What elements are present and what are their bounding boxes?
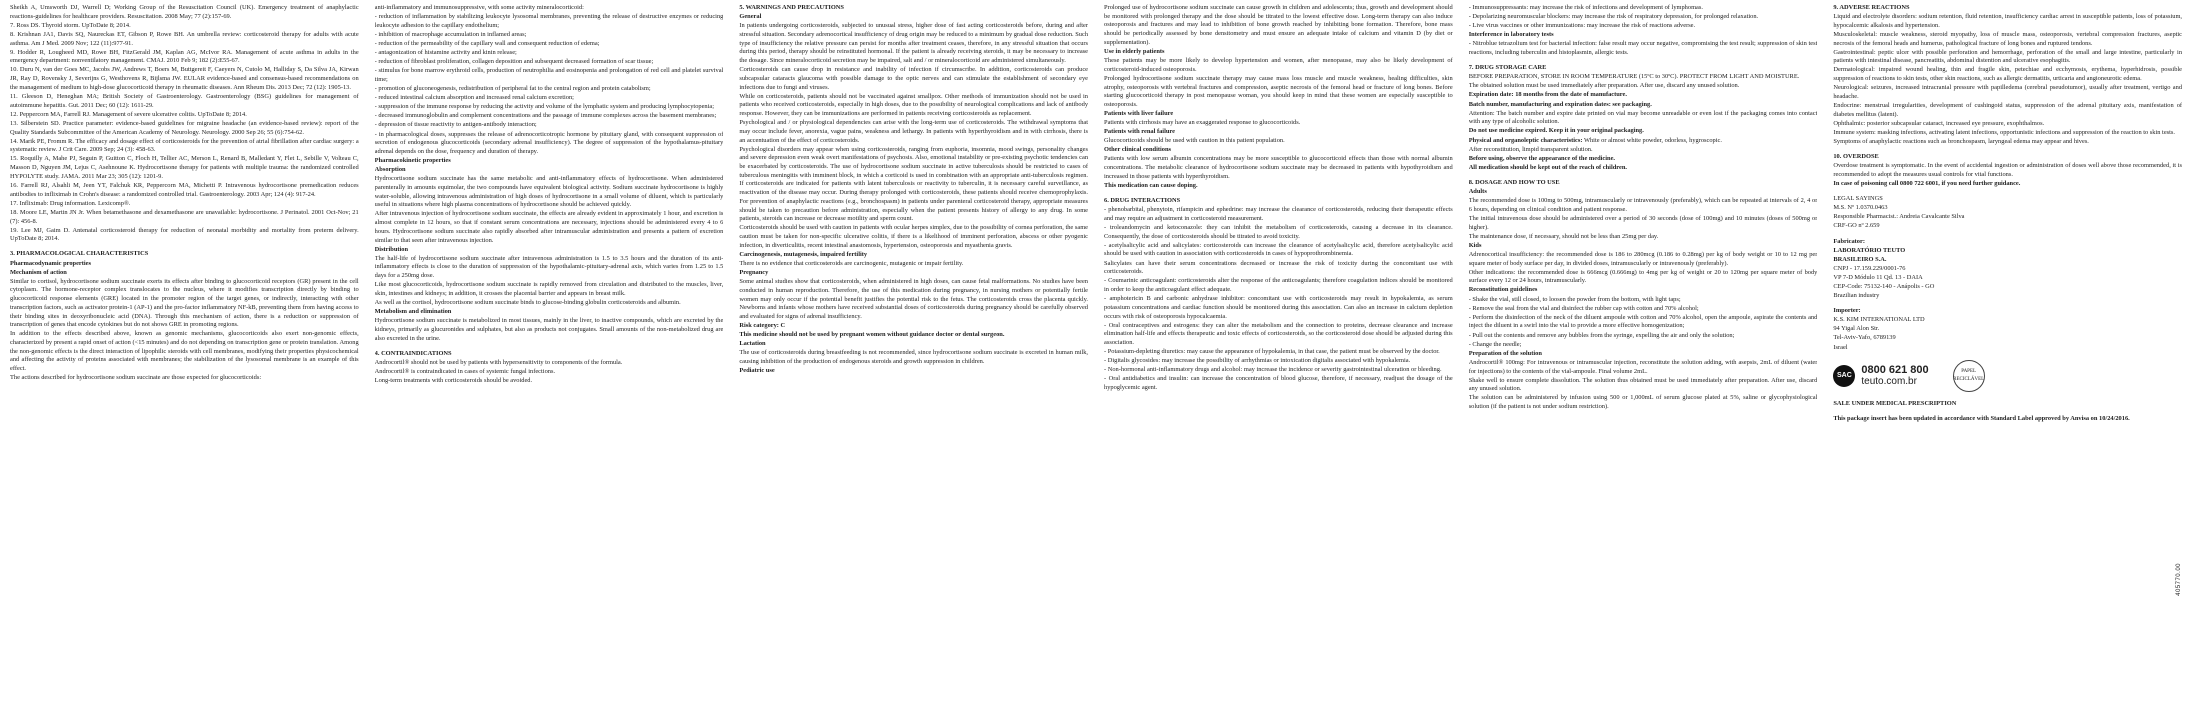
section-heading-pharmacological: 3. PHARMACOLOGICAL CHARACTERISTICS <box>10 250 149 258</box>
sac-logo-icon: SAC <box>1833 365 1855 387</box>
list-item: - promotion of gluconeogenesis, redistribution of peripheral fat to the central region and protein catabolism; <box>374 85 651 93</box>
reference: 18. Moore LE, Martin JN Jr. When betamethasone and dexamethasone are unavailable: hydrocortisone. J Perinatol. 2001 Oct-Nov; 21 (7): 456-8. <box>10 208 359 225</box>
reference: 8. Krishnan JA1, Davis SQ, Naureckas ET, Gibson P, Rowe BH. An umbrella review: corticosteroid therapy for adults with acute asthma. Am J Med. 2009 Nov; 122 (11):977-91. <box>10 30 359 47</box>
subheading: Metabolism and elimination <box>374 308 452 316</box>
paragraph: After reconstitution, limpid transparent solution. <box>1468 145 1593 153</box>
fabricator-line: Brazilian industry <box>1833 292 1880 300</box>
reference: 12. Peppercorn MA, Farrell RJ. Management of severe ulcerative colitis. UpToDate 8; 2014. <box>10 110 247 118</box>
list-item: - depression of tissue reactivity to antigen-antibody interaction; <box>374 121 537 129</box>
list-item: Ophthalmic: posterior subcapsular cataract, increased eye pressure, exophthalmos. <box>1833 119 2045 127</box>
subheading: Adults <box>1468 188 1487 195</box>
sac-website: teuto.com.br <box>1861 376 1917 388</box>
paragraph: Psychological disorders may appear when using corticosteroids, ranging from euphoria, insomnia, mood swings, personality changes and severe depression even weak overt manifestations of psychosis. Also, emotional instability or pre-existing psychotic tendencies can be exacerbated by corticosteroids. The use of hydrocortisone sodium succinate in active tuberculosis should be restricted to cases of tuberculous meningitis with imminent block, in which a corticoid is used in combination with an appropriate anti-tuberculosis regimen. If corticosteroids are indicated for patients with latent tuberculosis or reactivity to tuberculin, it is necessary careful surveillance, as reactivation of the disease may occur. During therapy prolonged with corticosteroids, these patients should receive chemoprophylaxis. For prevention of anaphylactic reactions (e.g., bronchospasm) in patients under parenteral corticosteroid therapy, appropriate measures should be taken to precaution before administration, especially when the patient presents history of allergy to any drug. In some patients, steroids can increase or decrease motility and sperm count. <box>739 145 1089 223</box>
paragraph: As well as the cortisol, hydrocortisone sodium succinate binds to glucose-binding globulin corticosteroids and albumin. <box>374 299 681 307</box>
subheading: Mechanism of action <box>10 268 67 276</box>
section-heading-dosage: 8. DOSAGE AND HOW TO USE <box>1468 178 1560 186</box>
fabricator-line: VP 7-D Módulo 11 Qd. 13 - DAIA <box>1833 273 1923 281</box>
subheading: Patients with renal failure <box>1104 128 1175 136</box>
importer-line: K.S. KIM INTERNATIONAL LTD <box>1833 316 1925 324</box>
fabricator-line: CNPJ - 17.159.229/0001-76 <box>1833 264 1906 272</box>
paragraph: Shake well to ensure complete dissolution. The solution thus obtained must be used immediately after preparation. After use, discard any unused solution. <box>1468 376 1818 393</box>
reference: 19. Lee MJ, Gaim D. Antenatal corticosteroid therapy for reduction of neonatal morbidity and mortality from preterm delivery. UpToDate 8; 2014. <box>10 226 359 243</box>
list-item: - reduced intestinal calcium absorption and increased renal calcium excretion; <box>374 94 574 102</box>
subheading: Pharmacokinetic properties <box>374 157 451 165</box>
subheading: Kids <box>1468 241 1482 249</box>
paragraph: There is no evidence that corticosteroids are carcinogenic, mutagenic or impair fertility. <box>739 259 964 267</box>
warning: Before using, observe the appearance of the medicine. <box>1468 154 1616 162</box>
reference: 11. Gleeson D, Heneghan MA; British Society of Gastroenterology. Gastroenterology (BSG) guidelines for management of autoimmune hepatitis. Gut. 2011 Dec; 60 (12): 1611-29. <box>10 92 359 109</box>
importer-line: Tel-Aviv-Yafo, 6789139 <box>1833 334 1896 342</box>
poison-hotline: In case of poisoning call 0800 722 6001, if you need further guidance. <box>1833 180 2021 188</box>
physical-desc: White or almost white powder, odorless, hygroscopic. <box>1583 136 1722 144</box>
paragraph: After intravenous injection of hydrocortisone sodium succinate, the effects are already evident in approximately 1 hour, and excretion is almost complete in 12 hours, so that if constant serum concentrations are necessary, injections should be administered every 4 to 6 hours. Hydrocortisone sodium succinate also rapidly absorbed after intramuscular administration and presents a pattern of excretion similar to that seen after intravenous injection. <box>374 210 724 244</box>
document-code: 405770.00 <box>2176 563 2182 596</box>
paragraph: Prolonged hydrocortisone sodium succinate therapy may cause mass loss muscle and muscle weakness, healing difficulties, skin atrophy, osteoporosis with vertebral fractures and compression, aseptic necrosis of the femoral head or fracture of long bones. Before starting glucocorticoid therapy in post menopause woman, you should keep in mind that these women are especially susceptible to osteoporosis. <box>1104 74 1453 108</box>
paragraph: Androcortil® should not be used by patients with hypersensitivity to components of the formula. <box>374 358 623 366</box>
registration: M.S. Nº 1.0370.0463 <box>1833 204 1888 212</box>
paragraph: Hydrocortisone sodium succinate is metabolized in most tissues, mainly in the liver, to inactive compounds, which are excreted by the kidneys, primarily as glucuronides and sulphates, but also as products not conjugates. Small amounts of the non-metabolized drug are also excreted in the urine. <box>374 317 724 342</box>
importer-line: Israel <box>1833 343 1848 351</box>
list-item: - Depolarizing neuromuscular blockers: may increase the risk of respiratory depression, for prolonged relaxation. <box>1468 13 1759 21</box>
update-notice: This package insert has been updated in accordance with Standard Label approved by Anvisa on 10/24/2016. <box>1833 415 2130 423</box>
column-storage-dosage <box>1469 4 1818 716</box>
pregnancy-warning: This medicine should not be used by pregnant women without guidance doctor or dental surgeon. <box>739 331 1005 339</box>
risk-category: Risk category: C <box>739 322 786 329</box>
list-item: - Coumarinic anticoagulant: corticosteroids alter the response of the anticoagulants; therefore coagulation indices should be monitored in order to keep the anticoagulant effect adequate. <box>1104 277 1453 294</box>
list-item: - Digitalis glycosides: may increase the possibility of arrhythmias or intoxication digitalis associated with hypokalemia. <box>1104 357 1411 365</box>
list-item: - phenobarbital, phenytoin, rifampicin and ephedrine: may increase the clearance of corticosteroids, reducing their therapeutic effects and may require an adjustment in corticosteroid measurement. <box>1104 206 1453 222</box>
paragraph: These patients may be more likely to develop hypertension and women, after menopause, may also be likely development of corticosteroid-induced osteoporosis. <box>1104 57 1453 73</box>
list-item: - Potassium-depleting diuretics: may cause the appearance of hypokalemia, in that case, the patient must be observed by the doctor. <box>1104 348 1440 356</box>
list-item: - Remove the seal from the vial and disinfect the rubber cap with cotton and 70% alcohol; <box>1468 304 1699 312</box>
list-item: Symptoms of anaphylactic reactions such as bronchospasm, laryngeal edema may appear and hives. <box>1833 138 2089 146</box>
subheading: Reconstitution guidelines <box>1468 286 1538 294</box>
paragraph: Androcortil® 100mg: For intravenous or intramuscular injection, reconstitute the solution adding, with asepsis, 2mL of diluent (water for injections) to the contents of the vial-ampoule. Final volume 2mL. <box>1468 358 1818 375</box>
list-item: - antagonization of histamine activity and kinin release; <box>374 49 517 57</box>
list-item: - Pull out the contents and remove any bubbles from the syringe, expelling the air and only the solution; <box>1468 331 1735 339</box>
list-item: - Shake the vial, still closed, to loosen the powder from the bottom, with light taps; <box>1468 295 1681 303</box>
paragraph: The use of corticosteroids during breastfeeding is not recommended, since hydrocortisone sodium succinate is excreted in human milk, causing inhibition of the production of endogenous steroids and growth suppression in children. <box>739 349 1089 365</box>
paragraph: The solution can be administered by infusion using 500 or 1,000mL of serum glucose plated at 5%, saline or glycophysiological solution (if the patient is not under sodium restriction). <box>1468 394 1818 411</box>
column-adverse-legal <box>1833 4 2182 716</box>
list-item: - Oral contraceptives and estrogens: they can alter the metabolism and the connection to proteins, decrease clearance and increase elimination half-life and effects therapeutic and toxic effects of corticosteroids, so the corticosteroid dose should be adjusted during this association. <box>1104 321 1453 347</box>
paragraph: Glucocorticoids should be used with caution in this patient population. <box>1104 137 1285 145</box>
fabricator-name: LABORATÓRIO TEUTO <box>1833 246 1906 254</box>
paragraph: Some animal studies show that corticosteroids, when administered in high doses, can cause fetal malformations. No studies have been conducted in human reproduction. Therefore, the use of this medication during pregnancy, in nursing mothers or potentially fertile women may only occur if the potential benefit justifies the potential risk to the fetus. The corticosteroids cross the placenta quickly. Newborns and infants whose mothers have received substantial doses of corticosteroids during pregnancy should be carefully observed and evaluated for signs of adrenal insufficiency. <box>739 278 1089 320</box>
list-item: - stimulus for bone marrow erythroid cells, production of neutrophilia and eosinopenia and prolongation of red cell and platelet survival time; <box>374 67 724 83</box>
fabricator-line: CEP-Code: 75132-140 - Anápolis - GO <box>1833 282 1935 290</box>
paragraph: Hydrocortisone sodium succinate has the same metabolic and anti-inflammatory effects of hydrocortisone. When administered parenterally in amounts equimolar, the two compounds have equivalent biological activity. Sodium succinate hydrocortisone is highly water-soluble, allowing intravenous administration of high doses of hydrocortisone in a small volume of diluent, which is particularly useful in situations where high plasma concentrations of hydrocortisone should be achieved quickly. <box>374 175 724 209</box>
reference: 17. Infliximab: Drug information. Lexicomp®. <box>10 199 131 207</box>
importer-label: Importer: <box>1833 307 1861 315</box>
paragraph: In addition to the effects described above, known as genomic mechanisms, glucocorticoids also exert non-genomic effects, characterized by present a rapid onset of action (<15 minutes) and do not depending on transcription gene or protein translation. Among the non-genomic effects is the direct interaction of lipophilic steroids with cell membranes, modifying their properties physicochemical and affecting the activity of proteins associated with membranes; the stabilization of the lysosomal membrane is an example of this effect. <box>10 330 359 373</box>
importer-line: 94 Yigal Alon Str. <box>1833 325 1880 333</box>
reference: 14. Marik PE, Fromm R. The efficacy and dosage effect of corticosteroids for the prevention of atrial fibrillation after cardiac surgery: a systematic review. J Crit Care. 2009 Sep; 24 (3): 458-63. <box>10 137 359 154</box>
list-item: - reduction of the permeability of the capillary wall and consequent reduction of edema; <box>374 39 600 47</box>
subheading: Absorption <box>374 166 406 174</box>
list-item: Gastrointestinal: peptic ulcer with possible perforation and hemorrhage, perforation of the small and large intestine, particularly in patients with intestinal disease, pancreatitis, abdominal distention and ulcerative esophagitis. <box>1833 48 2183 65</box>
paragraph: Patients with low serum albumin concentrations may be more susceptible to glucocorticoid effects than those with normal albumin concentrations. The metabolic clearance of hydrocortisone sodium succinate may be decreased in patients with hypothyroidism and increased in those patients with hyperthyroidism. <box>1104 155 1453 180</box>
paragraph: The actions described for hydrocortisone sodium succinate are those expected for glucocorticoids: <box>10 374 262 382</box>
reference: 15. Roquilly A, Mahe PJ, Seguin P, Guitton C, Floch H, Tellier AC, Merson L, Renard B, Malledant Y, Flet L, Sebille V, Volteau C, Masson D, Nguyen JM, Lejus C, Asehnoune K. Hydrocortisone therapy for patients with multiple trauma: the randomized controlled HYPOLYTE study. JAMA. 2011 Mar 23; 305 (12): 1201-9. <box>10 155 359 180</box>
reference: 10. Duru N, van der Goes MC, Jacobs JW, Andrews T, Boers M, Buttgereit F, Caeyers N, Cutolo M, Halliday S, Da Silva JA, Kirwan JR, Ray D, Rovensky J, Severijns G, Westhovens R, Bijlsma JW. EULAR evidence-based and consensus-based recommendations on the management of medium to high-dose glucocorticoid therapy in rheumatic diseases. Ann Rheum Dis. 2013 Dec; 72 (12): 1905-13. <box>10 66 359 91</box>
paragraph: The recommended dose is 100mg to 500mg, intramuscularly or intravenously (preferably), which can be repeated at intervals of 2, 4 or 6 hours, depending on clinical condition and patient response. <box>1468 197 1818 213</box>
list-item: - decreased immunoglobulin and complement concentrations and the passage of immune complexes across the basement membranes; <box>374 112 717 120</box>
list-item: - acetylsalicylic acid and salicylates: corticosteroids can increase the clearance of acetylsalicylic acid, therefore acetylsalicylic acid should be used with caution in association with corticosteroids in cases of hypoprothrombinemia. <box>1104 241 1453 258</box>
subheading: Distribution <box>374 245 409 253</box>
paragraph: Similar to cortisol, hydrocortisone sodium succinate exerts its effects after binding to glucocorticoid receptors (GR) present in the cell cytoplasm. The hormone-receptor complex translocates to the nucleus, where it modifies transcription directly by binding to glucocorticoid response elements (GRE) located in the promoter region of the target genes, or indirectly, interacting with other transcription factors, such as activator protein-1 (AP-1) and the pro-factor inflammatory NF-kB, preventing them from having access to their binding sites in deoxyribonucleic acid (DNA). Through this mechanism of action, there is a reduction or suppression of transcription of genes that encode cytokines but do not shows GRE in promoting regions. <box>10 277 359 329</box>
warning: All medication should be kept out of the reach of children. <box>1468 163 1627 171</box>
paragraph: Long-term treatments with corticosteroids should be avoided. <box>374 376 533 384</box>
paragraph: Patients with cirrhosis may have an exaggerated response to glucocorticoids. <box>1104 119 1301 127</box>
expiry: Expiration date: 18 months from the date of manufacture. <box>1468 91 1627 99</box>
subheading: Pregnancy <box>739 269 769 276</box>
sac-contact <box>1833 360 2182 392</box>
subheading: Use in elderly patients <box>1104 47 1165 55</box>
list-item: - inhibition of macrophage accumulation in inflamed areas; <box>374 30 527 38</box>
sale-notice: SALE UNDER MEDICAL PRESCRIPTION <box>1833 400 1957 408</box>
list-item: - Live virus vaccines or other immunizations: may increase the risk of reactions adverse. <box>1468 22 1696 30</box>
doping-warning: This medication can cause doping. <box>1104 181 1198 189</box>
list-item: - troleandomycin and ketoconazole: they can inhibit the metabolism of corticosteroids, causing a decrease in its clearance. Consequently, the dose of corticosteroids should be titrated to avoid toxicity. <box>1104 223 1453 240</box>
batch: Batch number, manufacturing and expiration dates: see packaging. <box>1468 100 1652 108</box>
subheading: Physical and organoleptic characteristics: <box>1468 136 1583 144</box>
paragraph: The half-life of hydrocortisone sodium succinate after intravenous administration is 1.5 to 3.5 hours and the duration of its anti-inflammatory effects is close to the duration of suppression of the hypothalamic-pituitary-adrenal axis, which varies from 1.25 to 1.5 days for a 250mg dose. <box>374 254 724 280</box>
list-item: - reduction of inflammation by stabilizing leukocyte lysosomal membranes, preventing the release of destructive enzymes or reducing leukocyte adhesion to the capillary endothelium; <box>374 13 724 29</box>
subheading: Pharmacodynamic properties <box>10 259 91 267</box>
subheading: General <box>739 13 762 21</box>
list-item: anti-inflammatory and immunosuppressive, with some activity mineralocorticoid: <box>374 4 584 11</box>
list-item: - amphotericin B and carbonic anhydrase inhibitor: concomitant use with corticosteroids may result in hypokalemia, as serum potassium concentrations and cardiac function should be monitored during this association. Can also an increase in calcium depletion occurs with risk of osteoporosis hypocalcaemia. <box>1104 295 1453 320</box>
paragraph: Overdose treatment is symptomatic. In the event of accidental ingestion or administration of doses well above those recommended, it is recommended to adopt the measures usual controls for vital functions. <box>1833 162 2183 178</box>
subheading: Carcinogenesis, mutagenesis, impaired fertility <box>739 250 868 258</box>
column-references <box>10 4 359 716</box>
column-interactions <box>1104 4 1453 716</box>
reference: 16. Farrell RJ, Alsahli M, Jeen YT, Falchuk KR, Peppercorn MA, Michetti P. Intravenous hydrocortisone premedication reduces antibodies to infliximab in Crohn's disease: a randomized controlled trial. Gastroenterology. 2003 Apr; 124 (4): 917-24. <box>10 181 359 198</box>
subheading: Preparation of the solution <box>1468 349 1542 357</box>
list-item: Endocrine: menstrual irregularities, development of cushingoid status, suppression of the adrenal pituitary axis, manifestation of diabetes mellitus (latent). <box>1833 102 2183 118</box>
paragraph: While on corticosteroids, patients should not be vaccinated against smallpox. Other methods of immunization should not be used in patients who received corticosteroids, especially in high doses, due to the possibility of neurological complications and lack of antibody response. However, they can be immunizations are performed in patients receiving corticosteroids as replacement. <box>739 92 1089 117</box>
list-item: - Oral antidiabetics and insulin: can increase the concentration of blood glucose, therefore, if necessary, readjust the dosage of the hypoglycemic agent. <box>1104 375 1453 392</box>
section-heading-contraindications: 4. CONTRAINDICATIONS <box>374 349 452 357</box>
section-heading-interactions: 6. DRUG INTERACTIONS <box>1104 197 1181 205</box>
subheading: Lactation <box>739 340 766 348</box>
subheading: Patients with liver failure <box>1104 110 1174 117</box>
list-item: Immune system: masking infections, activating latent infections, opportunistic infections and suppression of the reaction to skin tests. <box>1833 128 2176 136</box>
legal-heading: LEGAL SAYINGS <box>1833 195 1883 203</box>
list-item: - Change the needle; <box>1468 340 1522 348</box>
pharmacist: Responsible Pharmacist.: Andreia Cavalcante Silva <box>1833 213 1965 221</box>
section-heading-storage: 7. DRUG STORAGE CARE <box>1468 64 1547 72</box>
list-item: - Nitroblue tetrazolium test for bacterial infection: false result may occur negative, compromising the test result; suppression of skin test reactions, including tuberculin and histoplasmin, allergic tests. <box>1468 40 1818 57</box>
paragraph: Like most glucocorticoids, hydrocortisone sodium succinate is rapidly removed from circulation and distributed to the muscles, liver, skin, intestines and kidneys; in addition, it crosses the placental barrier and appears in breast milk. <box>374 281 724 297</box>
reference: 9. Hodder R, Lougheed MD, Rowe BH, FitzGerald JM, Kaplan AG, McIvor RA. Management of acute asthma in adults in the emergency department: nonventilatory management. CMAJ. 2010 Feb 9; 182 (2):E55-67. <box>10 48 359 65</box>
paragraph: Adrenocortical insufficiency: the recommended dose is 186 to 280mcg (0.186 to 0.28mg) per kg of body weight or 10 to 12 mg per square meter of body surface per day, in divided doses, intramuscularly or intravenously (preferably). <box>1468 250 1818 267</box>
subheading: Interference in laboratory tests <box>1468 31 1554 39</box>
paragraph <box>1469 137 1818 146</box>
paragraph: Corticosteroids should be used with caution in patients with ocular herpes simplex, due to the possibility of cornea perforation, the same caution must be taken for non-specific ulcerative colitis, if there is a likelihood of imminent perforation, abscess or other pyogenic infection, in diverticulitis, recent intestinal anastomosis, hypertension, osteoporosis and myasthenia gravis. <box>739 224 1089 249</box>
paragraph: Other indications: the recommended dose is 666mcg (0.666mg) to 4mg per kg of weight or 20 to 120mg per square meter of body surface every 12 or 24 hours, intramuscularly. <box>1468 268 1818 285</box>
list-item: - in pharmacological doses, suppresses the release of adrenocorticotropic hormone by pituitary gland, with consequent suppression of secretion of endogenous glucocorticoids (secondary adrenal insufficiency). The degree of suppression of the hypothalamus-pituitary adrenal depends on the dose, frequency and duration of therapy. <box>374 130 724 155</box>
section-heading-adverse: 9. ADVERSE REACTIONS <box>1833 4 1910 11</box>
paragraph: The initial intravenous dose should be administered over a period of 30 seconds (dose of 100mg) and 10 minutes (doses of 500mg or higher). <box>1468 214 1818 231</box>
crf: CRF-GO nº 2.659 <box>1833 222 1880 230</box>
paragraph: Corticosteroids can cause drop in resistance and inability of infection if circumscribe. In addition, corticosteroids can produce subcapsular cataracts glaucoma with possible damage to the optic nerves and can stimulate the establishment of secondary eye infections due to fungi and viruses. <box>739 66 1089 91</box>
list-item: Dermatological: impaired wound healing, thin and fragile skin, petechiae and ecchymosis, erythema, hyperhidrosis, possible suppression of reactions to skin tests, other skin reactions, such as allergic dermatitis, urticaria and angioneurotic edema. <box>1833 66 2183 83</box>
paragraph: In patients undergoing corticosteroids, subjected to unusual stress, higher dose of fast acting corticosteroids before, during and after stressful situation. Secondary adrenocortical insufficiency of drug origin may be reduced to a minimum by gradual dose reduction. Such type of insufficiency the relative pressure can persist for months after treatment ceases, therefore, in any stressful situation that occurs during this period, therapy should be reinstituted hormonal. If the patient is already receiving steroids, it may be necessary to increase the dosage. Since mineralocorticoid secretion may be impaired, salt and / or mineralocorticoid are administered simultaneously. <box>739 22 1089 64</box>
list-item: - Immunosuppressants: may increase the risk of infections and development of lymphomas. <box>1468 4 1703 11</box>
paragraph: The maintenance dose, if necessary, should not be less than 25mg per day. <box>1468 232 1659 240</box>
list-item: Liquid and electrolyte disorders: sodium retention, fluid retention, insufficiency cardiac arrest in susceptible patients, loss of potassium, hypocalcemic alkalosis and hypertension. <box>1833 13 2183 29</box>
column-pharmacokinetics <box>375 4 724 716</box>
list-item: Salicylates can have their serum concentrations decreased or increase the risk of toxicity during the concomitant use with corticosteroids. <box>1104 259 1453 276</box>
reference: Sheikh A, Umsworth DJ, Warrell D; Working Group of the Resuscitation Council (UK). Emergency treatment of anaphylactic reactions-guidelines for healthcare providers. Resuscitation. 2008 May; 77 (2):157-69. <box>10 4 359 20</box>
reference: 7. Ross DS. Thyroid storm. UpToDate 8; 2014. <box>10 21 131 29</box>
recyclable-seal-icon: PAPEL RECICLÁVEL <box>1953 360 1985 392</box>
section-heading-warnings: 5. WARNINGS AND PRECAUTIONS <box>739 4 844 11</box>
subheading: Other clinical conditions <box>1104 146 1172 154</box>
paragraph: Attention: The batch number and expire date printed on vial may become unreadable or even lost if the packaging comes into contact with any type of alcoholic solution. <box>1468 109 1818 126</box>
reference: 13. Silberstein SD. Practice parameter: evidence-based guidelines for migraine headache (an evidence-based review): report of the Quality Standards Subcommittee of the American Academy of Neurology. Neurology. 2000 Sep 26; 55 (6):754-62. <box>10 119 359 136</box>
list-item: - Non-hormonal anti-inflammatory drugs and alcohol: may increase the incidence or severity gastrointestinal ulceration or bleeding. <box>1104 366 1442 374</box>
warning: Do not use medicine expired. Keep it in your original packaging. <box>1468 127 1644 135</box>
paragraph: Prolonged use of hydrocortisone sodium succinate can cause growth in children and adolescents; thus, growth and development should be monitored with prolonged therapy and the dose should be titrated to the lowest effective dose. Long-term therapy can also induce osteoporosis and fractures and may lead to inhibition of bone growth reached by inhibiting bone formation. Therefore, bone mass should be periodically assessed by bone densitometry and must ensure an adequate intake of calcium and vitamin D (by diet or supplementation). <box>1104 4 1453 46</box>
paragraph: Androcortil® is contraindicated in cases of systemic fungal infections. <box>374 367 556 375</box>
list-item: - Perform the disinfection of the neck of the diluent ampoule with cotton and 70% alcohol, open the ampoule, aspirate the contents and inject the diluent in a swirl into the vial to provide a more effective homogenization; <box>1468 313 1818 330</box>
list-item: - reduction of fibroblast proliferation, collagen deposition and subsequent decreased formation of scar tissue; <box>374 58 654 66</box>
paragraph: Psychological and / or physiological dependencies can arise with the long-term use of corticosteroids. The withdrawal symptoms that may occur include fever, anorexia, vague pains, weakness and lethargy. In patients with hyperthyroidism and in with cirrhosis, there is an accentuation of the effect of corticosteroids. <box>739 119 1089 144</box>
text-columns <box>10 4 2182 716</box>
fabricator-name: BRASILEIRO S.A. <box>1833 255 1887 263</box>
paragraph: The obtained solution must be used immediately after preparation. After use, discard any unused solution. <box>1468 82 1740 90</box>
subheading: Pediatric use <box>739 367 775 375</box>
list-item: Neurological: seizures, increased intracranial pressure with papilledema (cerebral pseudotumor), usually after treatment, vertigo and headache. <box>1833 84 2183 100</box>
column-warnings <box>739 4 1088 716</box>
sac-phone: 0800 621 800 <box>1861 364 1929 377</box>
list-item: - suppression of the immune response by reducing the activity and volume of the lymphatic system and producing lymphocytopenia; <box>374 103 715 111</box>
paragraph: BEFORE PREPARATION, STORE IN ROOM TEMPERATURE (15ºC to 30ºC). PROTECT FROM LIGHT AND MOISTURE. <box>1468 73 1800 81</box>
section-heading-overdose: 10. OVERDOSE <box>1833 153 1879 161</box>
list-item: Musculoskeletal: muscle weakness, steroid myopathy, loss of muscle mass, osteoporosis, vertebral compression fractures, aseptic necrosis of the femoral heads and humerus, pathological fracture of long bones and ruptured tendons. <box>1833 30 2183 47</box>
fabricator-label: Fabricator: <box>1833 237 1865 245</box>
